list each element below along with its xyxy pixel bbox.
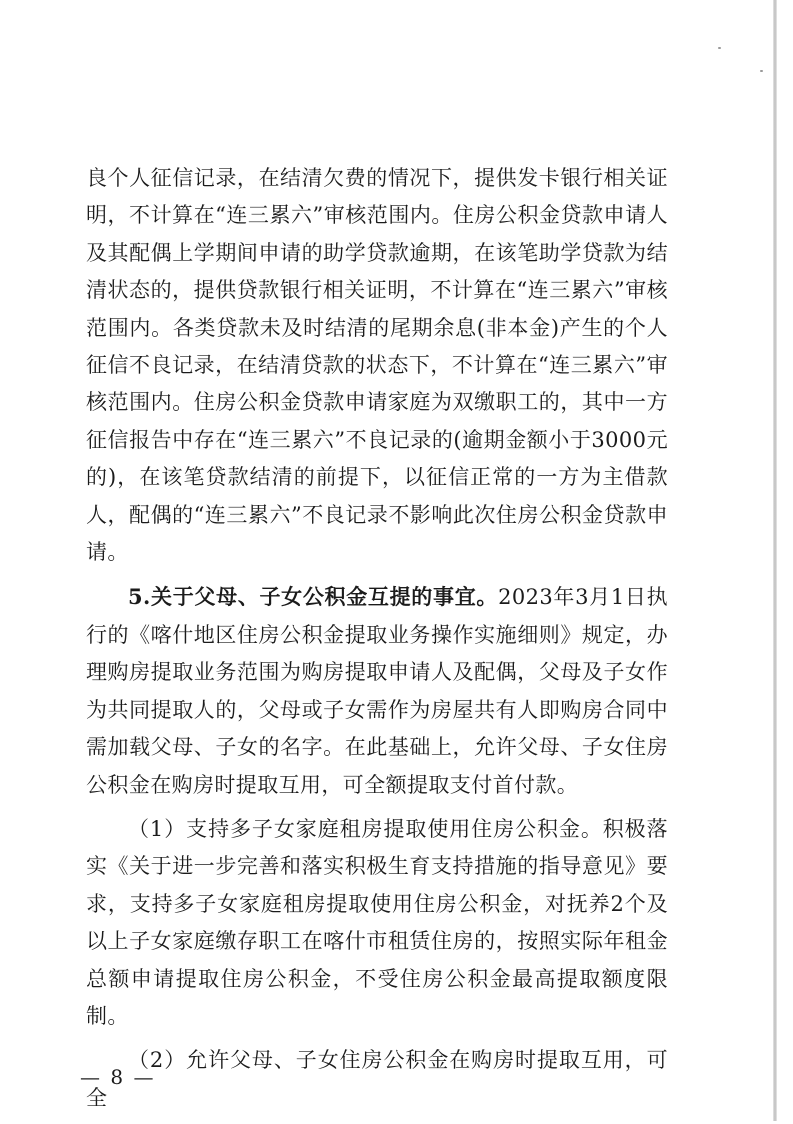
paragraph-text: （1）支持多子女家庭租房提取使用住房公积金。积极落实《关于进一步完善和落实积极生育支持措施的指导意见》要求，支持多子女家庭租房提取使用住房公积金，对抚养2个及以上子女家庭缴存职工在喀什市租赁住房的，按照实际年租金总额申请提取住房公积金，不受住房公积金最高提取额度限制。 <box>86 816 668 1028</box>
paragraph-credit-record <box>86 160 668 571</box>
paragraph-text: 2023年3月1日执行的《喀什地区住房公积金提取业务操作实施细则》规定，办理购房提取业务范围为购房提取申请人及配偶，父母及子女作为共同提取人的，父母或子女需作为房屋共有人即购房合同中需加载父母、子女的名字。在此基础上，允许父母、子女住房公积金在购房时提取互用，可全额提取支付首付款。 <box>86 585 668 797</box>
paragraph-multi-child-rental <box>86 811 668 1035</box>
page-edge-shadow <box>773 0 777 1121</box>
scan-speck <box>760 70 763 72</box>
paragraph-text: （2）允许父母、子女住房公积金在购房时提取互用，可全 <box>86 1048 668 1110</box>
paragraph-parent-child-withdrawal <box>86 578 668 803</box>
page-number: — 8 — <box>80 1065 156 1089</box>
paragraph-text: 良个人征信记录，在结清欠费的情况下，提供发卡银行相关证明，不计算在“连三累六”审核范围内。住房公积金贷款申请人及其配偶上学期间申请的助学贷款逾期，在该笔助学贷款为结清状态的，提供贷款银行相关证明，不计算在“连三累六”审核范围内。各类贷款未及时结清的尾期余息(非本金)产生的个人征信不良记录，在结清贷款的状态下，不计算在“连三累六”审核范围内。住房公积金贷款申请家庭为双缴职工的，其中一方征信报告中存在“连三累六”不良记录的(逾期金额小于3000元的)，在该笔贷款结清的前提下，以征信正常的一方为主借款人，配偶的“连三累六”不良记录不影响此次住房公积金贷款申请。 <box>86 166 668 565</box>
scan-speck <box>718 47 721 49</box>
section-heading: 5.关于父母、子女公积金互提的事宜。 <box>128 584 499 610</box>
document-body <box>86 160 668 1124</box>
paragraph-mutual-use <box>86 1042 668 1117</box>
